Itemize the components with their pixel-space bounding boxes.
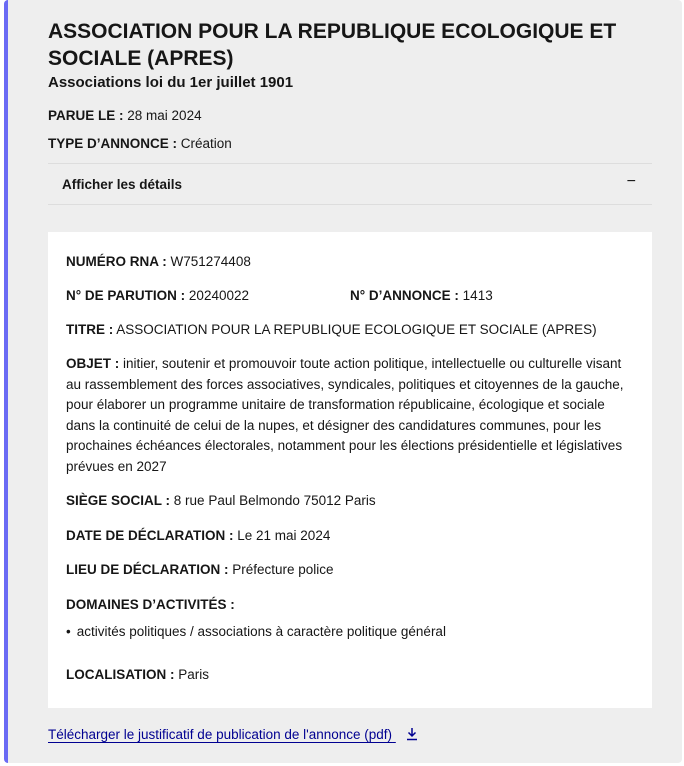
annonce-number bbox=[350, 286, 493, 306]
declaration-place-value: Préfecture police bbox=[232, 562, 334, 577]
download-pdf-label: Télécharger le justificatif de publication de l'annonce (pdf) bbox=[48, 727, 393, 742]
published-date bbox=[48, 108, 202, 123]
localisation-label: LOCALISATION : bbox=[66, 667, 175, 682]
download-icon[interactable] bbox=[406, 727, 418, 741]
annonce-value: 1413 bbox=[462, 288, 493, 303]
download-pdf-link[interactable] bbox=[48, 727, 418, 742]
published-label: PARUE LE : bbox=[48, 108, 124, 123]
siege-social bbox=[66, 491, 376, 511]
domaines-activites bbox=[66, 595, 235, 615]
objet-value: initier, soutenir et promouvoir toute action politique, intellectuelle ou culturelle visant au rassemblement des forces associatives, syndicales, politiques et citoyennes de la gauche, pour élaborer un programme unitaire de transformation républicaine, écologique et sociale dans la continuité de celui de la nupes, et désigner des candidatures communes, pour les prochaines échéances électorales, notamment pour les élections présidentielle et législatives prévues en 2027 bbox=[66, 356, 624, 474]
announcement-type bbox=[48, 136, 232, 151]
declaration-place-label: LIEU DE DÉCLARATION : bbox=[66, 562, 229, 577]
localisation-value: Paris bbox=[178, 667, 210, 682]
localisation bbox=[66, 665, 209, 685]
show-details-label: Afficher les détails bbox=[62, 177, 183, 192]
domaine-item-text: activités politiques / associations à caractère politique général bbox=[76, 624, 446, 639]
declaration-date-value: Le 21 mai 2024 bbox=[237, 528, 331, 543]
rna-label: NUMÉRO RNA : bbox=[66, 254, 167, 269]
announcement-card bbox=[4, 0, 682, 763]
list-item bbox=[66, 622, 446, 642]
declaration-date-label: DATE DE DÉCLARATION : bbox=[66, 528, 234, 543]
parution-number bbox=[66, 286, 249, 306]
domaines-label: DOMAINES D’ACTIVITÉS : bbox=[66, 597, 235, 612]
titre-value: ASSOCIATION POUR LA REPUBLIQUE ECOLOGIQUE ET SOCIALE (APRES) bbox=[116, 322, 597, 337]
declaration-date bbox=[66, 526, 330, 546]
rna-number bbox=[66, 252, 251, 272]
annonce-label: N° D’ANNONCE : bbox=[350, 288, 459, 303]
type-label: TYPE D’ANNONCE : bbox=[48, 136, 178, 151]
titre bbox=[66, 320, 597, 340]
rna-value: W751274408 bbox=[170, 254, 251, 269]
objet bbox=[66, 354, 636, 477]
show-details-toggle[interactable] bbox=[48, 163, 652, 205]
details-panel bbox=[48, 232, 652, 708]
published-value: 28 mai 2024 bbox=[127, 108, 202, 123]
titre-label: TITRE : bbox=[66, 322, 114, 337]
siege-value: 8 rue Paul Belmondo 75012 Paris bbox=[173, 493, 376, 508]
type-value: Création bbox=[180, 136, 232, 151]
declaration-place bbox=[66, 560, 334, 580]
bullet-icon: • bbox=[66, 624, 71, 639]
parution-label: N° DE PARUTION : bbox=[66, 288, 186, 303]
parution-value: 20240022 bbox=[188, 288, 249, 303]
announcement-subtitle: Associations loi du 1er juillet 1901 bbox=[48, 74, 294, 91]
siege-label: SIÈGE SOCIAL : bbox=[66, 493, 171, 508]
announcement-title: ASSOCIATION POUR LA REPUBLIQUE ECOLOGIQUE ET SOCIALE (APRES) bbox=[48, 20, 617, 70]
collapse-icon[interactable]: − bbox=[626, 173, 636, 190]
objet-label: OBJET : bbox=[66, 356, 120, 371]
